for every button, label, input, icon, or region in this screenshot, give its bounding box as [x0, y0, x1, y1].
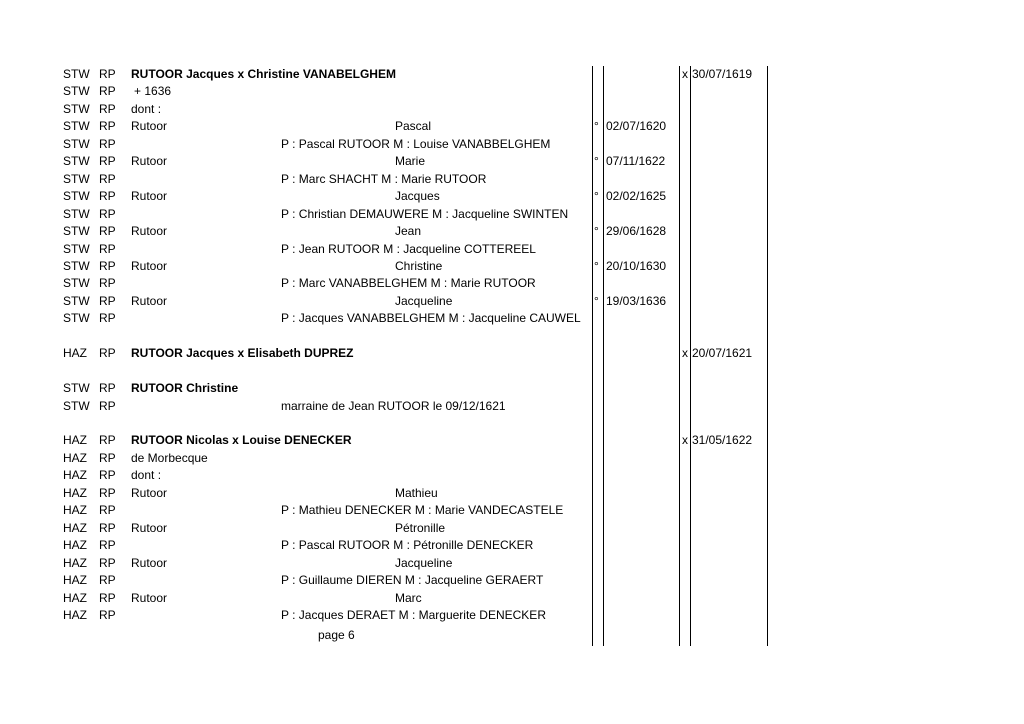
town-code: STW — [63, 101, 90, 116]
record-type: RP — [99, 538, 116, 553]
first-name: Christine — [395, 258, 443, 273]
town-code: STW — [63, 398, 90, 413]
town-code: STW — [63, 136, 90, 151]
entry-name: dont : — [131, 101, 162, 116]
town-code: HAZ — [63, 555, 87, 570]
first-name: Jacqueline — [395, 555, 453, 570]
first-name: Jean — [395, 224, 422, 239]
birth-date: 19/03/1636 — [606, 293, 667, 308]
record-type: RP — [99, 189, 116, 204]
entry-detail: P : Pascal RUTOOR M : Louise VANABBELGHEM — [281, 136, 551, 151]
record-type: RP — [99, 381, 116, 396]
entry-detail: P : Marc SHACHT M : Marie RUTOOR — [281, 171, 487, 186]
table-row — [0, 293, 1024, 310]
table-row — [0, 607, 1024, 624]
table-row — [0, 66, 1024, 83]
table-row — [0, 188, 1024, 205]
town-code: HAZ — [63, 520, 87, 535]
town-code: STW — [63, 171, 90, 186]
town-code: STW — [63, 84, 90, 99]
record-type: RP — [99, 398, 116, 413]
marriage-mark: x — [682, 346, 688, 361]
entry-name: RUTOOR Jacques x Christine VANABELGHEM — [131, 67, 396, 81]
entry-name: Rutoor — [131, 485, 168, 500]
entry-detail: P : Pascal RUTOOR M : Pétronille DENECKER — [281, 538, 534, 553]
record-type: RP — [99, 468, 116, 483]
marriage-mark: x — [682, 433, 688, 448]
table-row — [0, 485, 1024, 502]
town-code: HAZ — [63, 468, 87, 483]
town-code: STW — [63, 381, 90, 396]
birth-mark: ° — [594, 224, 599, 239]
record-type: RP — [99, 241, 116, 256]
record-type: RP — [99, 311, 116, 326]
entry-name: Rutoor — [131, 590, 168, 605]
town-code: HAZ — [63, 450, 87, 465]
table-row — [0, 171, 1024, 188]
birth-mark: ° — [594, 293, 599, 308]
entry-name: Rutoor — [131, 555, 168, 570]
first-name: Mathieu — [395, 485, 438, 500]
marriage-date: 31/05/1622 — [692, 433, 753, 448]
entry-name: + 1636 — [134, 84, 172, 99]
entry-name: Rutoor — [131, 189, 168, 204]
table-row — [0, 555, 1024, 572]
record-type: RP — [99, 67, 116, 81]
town-code: STW — [63, 67, 90, 81]
record-type: RP — [99, 433, 116, 448]
entry-name: RUTOOR Nicolas x Louise DENECKER — [131, 433, 352, 448]
entry-name: Rutoor — [131, 258, 168, 273]
record-type: RP — [99, 555, 116, 570]
table-row — [0, 467, 1024, 484]
record-type: RP — [99, 276, 116, 291]
town-code: HAZ — [63, 590, 87, 605]
table-row — [0, 258, 1024, 275]
entry-name: Rutoor — [131, 154, 168, 169]
table-row — [0, 328, 1024, 345]
table-row — [0, 415, 1024, 432]
record-type: RP — [99, 154, 116, 169]
record-type: RP — [99, 503, 116, 518]
record-type: RP — [99, 136, 116, 151]
record-type: RP — [99, 450, 116, 465]
town-code: STW — [63, 206, 90, 221]
birth-date: 20/10/1630 — [606, 258, 667, 273]
town-code: HAZ — [63, 607, 87, 622]
birth-mark: ° — [594, 154, 599, 169]
marriage-date: 30/07/1619 — [692, 67, 753, 81]
town-code: HAZ — [63, 503, 87, 518]
town-code: HAZ — [63, 485, 87, 500]
marriage-mark: x — [682, 67, 688, 81]
table-row — [0, 345, 1024, 362]
record-type: RP — [99, 84, 116, 99]
town-code: HAZ — [63, 346, 87, 361]
town-code: STW — [63, 119, 90, 134]
birth-date: 07/11/1622 — [606, 154, 666, 169]
entry-detail: P : Marc VANABBELGHEM M : Marie RUTOOR — [281, 276, 536, 291]
table-row — [0, 83, 1024, 100]
town-code: STW — [63, 276, 90, 291]
town-code: STW — [63, 293, 90, 308]
record-type: RP — [99, 573, 116, 588]
record-type: RP — [99, 224, 116, 239]
entry-name: Rutoor — [131, 224, 168, 239]
table-row — [0, 118, 1024, 135]
entry-name: Rutoor — [131, 293, 168, 308]
birth-date: 02/07/1620 — [606, 119, 667, 134]
town-code: HAZ — [63, 573, 87, 588]
table-row — [0, 520, 1024, 537]
record-type: RP — [99, 258, 116, 273]
table-row — [0, 206, 1024, 223]
page-number: page 6 — [318, 628, 355, 642]
table-row — [0, 502, 1024, 519]
table-row — [0, 136, 1024, 153]
record-type: RP — [99, 119, 116, 134]
birth-mark: ° — [594, 258, 599, 273]
table-row — [0, 572, 1024, 589]
entry-detail: P : Jacques DERAET M : Marguerite DENECKER — [281, 607, 546, 622]
record-type: RP — [99, 607, 116, 622]
table-row — [0, 363, 1024, 380]
town-code: STW — [63, 258, 90, 273]
entry-detail: P : Christian DEMAUWERE M : Jacqueline SWINTEN — [281, 206, 569, 221]
record-type: RP — [99, 520, 116, 535]
entry-name: RUTOOR Christine — [131, 381, 239, 396]
town-code: STW — [63, 224, 90, 239]
town-code: STW — [63, 154, 90, 169]
birth-mark: ° — [594, 189, 599, 204]
record-type: RP — [99, 590, 116, 605]
first-name: Pétronille — [395, 520, 446, 535]
birth-mark: ° — [594, 119, 599, 134]
entry-detail: marraine de Jean RUTOOR le 09/12/1621 — [281, 398, 506, 413]
entry-detail: P : Jean RUTOOR M : Jacqueline COTTEREEL — [281, 241, 536, 256]
table-row — [0, 101, 1024, 118]
first-name: Jacqueline — [395, 293, 453, 308]
entry-detail: P : Mathieu DENECKER M : Marie VANDECASTELE — [281, 503, 564, 518]
table-row — [0, 537, 1024, 554]
town-code: HAZ — [63, 538, 87, 553]
entry-name: dont : — [131, 468, 162, 483]
table-row — [0, 275, 1024, 292]
record-type: RP — [99, 485, 116, 500]
entry-detail: P : Jacques VANABBELGHEM M : Jacqueline CAUWEL — [281, 311, 581, 326]
town-code: HAZ — [63, 433, 87, 448]
first-name: Marie — [395, 154, 426, 169]
record-type: RP — [99, 206, 116, 221]
entry-name: Rutoor — [131, 119, 168, 134]
birth-date: 02/02/1625 — [606, 189, 667, 204]
birth-date: 29/06/1628 — [606, 224, 667, 239]
entry-name: Rutoor — [131, 520, 168, 535]
first-name: Marc — [395, 590, 422, 605]
marriage-date: 20/07/1621 — [692, 346, 753, 361]
town-code: STW — [63, 241, 90, 256]
table-row — [0, 590, 1024, 607]
table-row — [0, 380, 1024, 397]
record-type: RP — [99, 346, 116, 361]
record-type: RP — [99, 171, 116, 186]
table-row — [0, 398, 1024, 415]
record-type: RP — [99, 293, 116, 308]
record-type: RP — [99, 101, 116, 116]
town-code: STW — [63, 311, 90, 326]
table-row — [0, 153, 1024, 170]
town-code: STW — [63, 189, 90, 204]
first-name: Jacques — [395, 189, 440, 204]
table-row — [0, 310, 1024, 327]
table-row — [0, 450, 1024, 467]
table-row — [0, 223, 1024, 240]
entry-name: de Morbecque — [131, 450, 208, 465]
table-row — [0, 241, 1024, 258]
entry-detail: P : Guillaume DIEREN M : Jacqueline GERAERT — [281, 573, 544, 588]
first-name: Pascal — [395, 119, 432, 134]
table-row — [0, 432, 1024, 449]
entry-name: RUTOOR Jacques x Elisabeth DUPREZ — [131, 346, 354, 361]
